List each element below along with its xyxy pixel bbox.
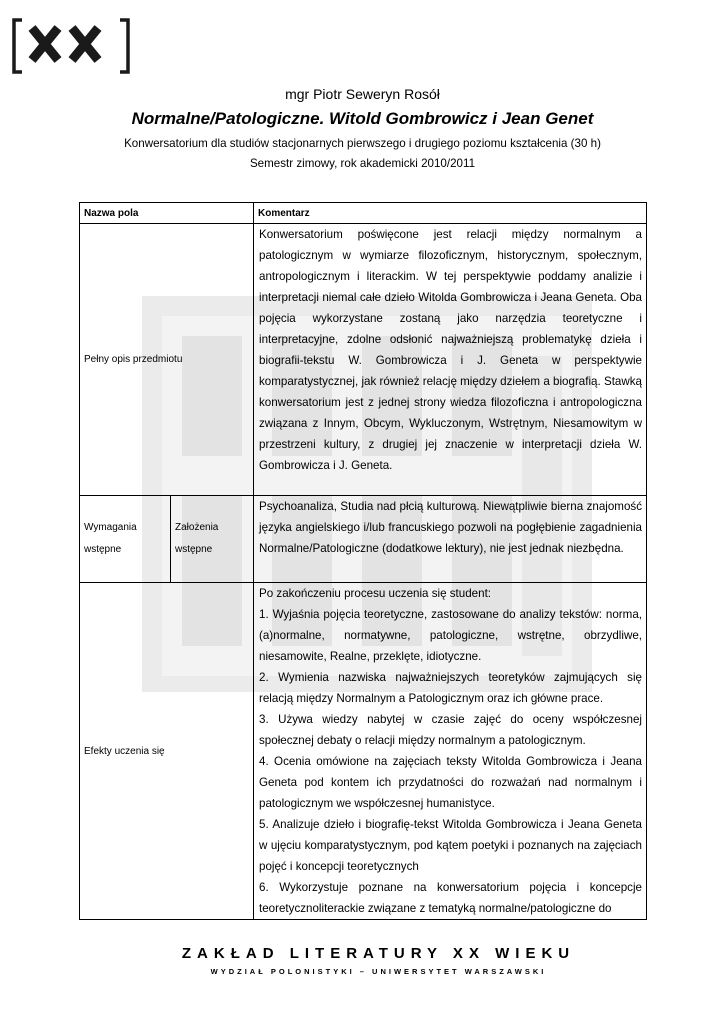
row-label-outcomes: Efekty uczenia się (80, 583, 254, 920)
outcome-item: 4. Ocenia omówione na zajęciach teksty Witolda Gombrowicza i Jeana Geneta pod kontem ich przydatności do rozważań nad normalnym i patologicznym we współczesnej humanistyce. (259, 755, 642, 810)
assumptions-label: Założenia wstępne (175, 522, 219, 555)
outcome-item: 1. Wyjaśnia pojęcia teoretyczne, zastosowane do analizy tekstów: norma, (a)normalne, normatywne, patologiczne, wstrętne, obrzydliwe, niesamowite, Realne, przeklęte, idiotyczne. (259, 608, 642, 663)
header-field-name: Nazwa pola (80, 203, 254, 224)
document-header (0, 84, 725, 172)
department-logo (12, 14, 130, 78)
outcome-item: 6. Wykorzystuje poznane na konwersatorium pojęcia i koncepcje teoretycznoliterackie związane z tematyką normalne/patologiczne do (259, 881, 642, 915)
requirements-text: Psychoanaliza, Studia nad płcią kulturową. Niewątpliwie bierna znajomość języka angielskiego i/lub francuskiego pozwoli na pogłębienie zagadnienia Normalne/Patologiczne (dodatkowe lektury), nie jest jednak niezbędna. (254, 496, 647, 583)
table-row (80, 224, 647, 496)
row-label-requirements (80, 496, 171, 583)
semester-info: Semestr zimowy, rok akademicki 2010/2011 (249, 157, 476, 170)
row-label-assumptions (171, 496, 254, 583)
author-name: mgr Piotr Seweryn Rosół (285, 86, 440, 102)
outcomes-cell (254, 583, 647, 920)
table-header-row (80, 203, 647, 224)
requirements-label: Wymagania wstępne (84, 522, 137, 555)
outcome-item: 3. Używa wiedzy nabytej w czasie zajęć do oceny współczesnej społecznej debaty o relacji między normalnym a patologicznym. (259, 713, 642, 747)
syllabus-table (79, 202, 647, 920)
course-subtitle: Konwersatorium dla studiów stacjonarnych pierwszego i drugiego poziomu kształcenia (30 h) (124, 137, 601, 150)
header-comment: Komentarz (254, 203, 647, 224)
outcomes-intro: Po zakończeniu procesu uczenia się student: (259, 587, 492, 600)
course-title: Normalne/Patologiczne. Witold Gombrowicz i Jean Genet (131, 109, 594, 128)
outcome-item: 2. Wymienia nazwiska najważniejszych teoretyków zajmujących się relacją między Normalnym a Patologicznym oraz ich główne prace. (259, 671, 642, 705)
footer-faculty: WYDZIAŁ POLONISTYKI – UNIWERSYTET WARSZAWSKI (210, 967, 547, 976)
outcome-item: 5. Analizuje dzieło i biografię-tekst Witolda Gombrowicza i Jeana Geneta w ujęciu komparatystycznym, pod kątem poetyki i poznanych na zajęciach pojęć i koncepcji teoretycznych (259, 818, 642, 873)
description-text: Konwersatorium poświęcone jest relacji między normalnym a patologicznym w wymiarze filozoficznym, historycznym, społecznym, antropologicznym i literackim. W tej perspektywie poddamy analizie i interpretacji niemal całe dzieło Witolda Gombrowicza i Jeana Geneta. Oba pojęcia wykorzystane zostaną jako narzędzia teoretyczne i interpretacyjne, zdolne odsłonić najważniejszą problematykę dzieła i biografii-tekstu W. Gombrowicza i J. Geneta w perspektywie komparatystycznej, jak również relację między dziełem a biografią. Stawką konwersatorium jest z jednej strony wiedza filozoficzna i antropologiczna związana z Innym, Obcym, Wykluczonym, Wstrętnym, Niesamowitym w przestrzeni kultury, z drugiej jej znaczenie w interpretacji dzieła W. Gombrowicza i J. Geneta. (254, 224, 647, 496)
table-row (80, 496, 647, 583)
row-label-description: Pełny opis przedmiotu (80, 224, 254, 496)
table-row (80, 583, 647, 920)
footer-department: ZAKŁAD LITERATURY XX WIEKU (181, 945, 576, 962)
footer (0, 944, 725, 978)
